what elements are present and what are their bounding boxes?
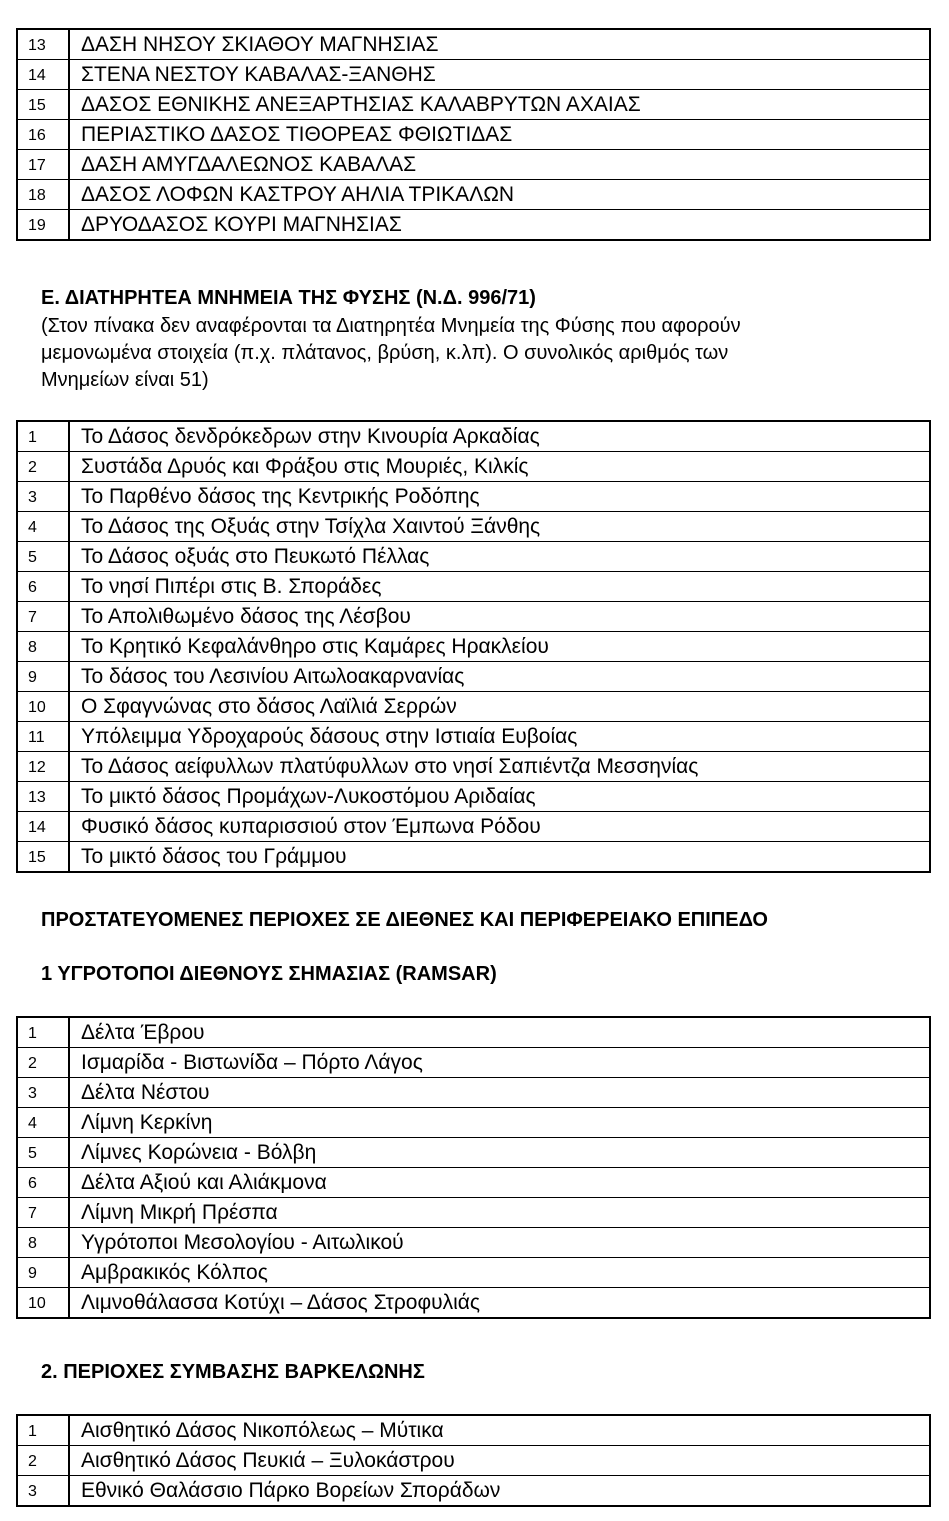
table-body [17, 1017, 930, 1318]
table-row [17, 60, 930, 90]
row-name: Το Δάσος δενδρόκεδρων στην Κινουρία Αρκαδίας [69, 421, 930, 452]
row-name: ΣΤΕΝΑ ΝΕΣΤΟΥ ΚΑΒΑΛΑΣ-ΞΑΝΘΗΣ [69, 60, 930, 90]
table-row [17, 542, 930, 572]
row-name: Δέλτα Νέστου [69, 1078, 930, 1108]
row-number: 19 [17, 210, 69, 241]
table-row [17, 782, 930, 812]
row-number: 12 [17, 752, 69, 782]
table-row [17, 632, 930, 662]
table-row [17, 90, 930, 120]
row-number: 18 [17, 180, 69, 210]
table-row [17, 842, 930, 873]
row-name: Αισθητικό Δάσος Πευκιά – Ξυλοκάστρου [69, 1446, 930, 1476]
note-line: μεμονωμένα στοιχεία (π.χ. πλάτανος, βρύση, κ.λπ). Ο συνολικός αριθμός των [41, 342, 729, 364]
note-line: (Στον πίνακα δεν αναφέρονται τα Διατηρητέα Μνημεία της Φύσης που αφορούν [41, 315, 741, 337]
row-name: ΔΑΣΗ ΝΗΣΟΥ ΣΚΙΑΘΟΥ ΜΑΓΝΗΣΙΑΣ [69, 29, 930, 60]
row-number: 1 [17, 421, 69, 452]
row-number: 6 [17, 1168, 69, 1198]
row-name: Ισμαρίδα - Βιστωνίδα – Πόρτο Λάγος [69, 1048, 930, 1078]
table-row [17, 1446, 930, 1476]
row-number: 8 [17, 1228, 69, 1258]
row-name: Υγρότοποι Μεσολογίου - Αιτωλικού [69, 1228, 930, 1258]
row-number: 8 [17, 632, 69, 662]
table-row [17, 812, 930, 842]
row-number: 2 [17, 452, 69, 482]
section-e-heading: Ε. ΔΙΑΤΗΡΗΤΕΑ ΜΝΗΜΕΙΑ ΤΗΣ ΦΥΣΗΣ (Ν.Δ. 996/71) [41, 287, 536, 309]
row-name: Το Απολιθωμένο δάσος της Λέσβου [69, 602, 930, 632]
row-number: 16 [17, 120, 69, 150]
table-row [17, 180, 930, 210]
table-row [17, 1476, 930, 1507]
row-number: 3 [17, 1476, 69, 1507]
row-name: Το Δάσος της Οξυάς στην Τσίχλα Χαιντού Ξάνθης [69, 512, 930, 542]
row-number: 4 [17, 1108, 69, 1138]
note-line: Μνημείων είναι 51) [41, 369, 209, 391]
table-row [17, 752, 930, 782]
row-number: 13 [17, 29, 69, 60]
row-name: Το Κρητικό Κεφαλάνθηρο στις Καμάρες Ηρακλείου [69, 632, 930, 662]
barcelona-heading: 2. ΠΕΡΙΟΧΕΣ ΣΥΜΒΑΣΗΣ ΒΑΡΚΕΛΩΝΗΣ [41, 1361, 425, 1383]
row-number: 1 [17, 1415, 69, 1446]
row-name: Το δάσος του Λεσινίου Αιτωλοακαρνανίας [69, 662, 930, 692]
row-name: Συστάδα Δρυός και Φράξου στις Μουριές, Κιλκίς [69, 452, 930, 482]
row-number: 11 [17, 722, 69, 752]
row-number: 14 [17, 812, 69, 842]
row-number: 4 [17, 512, 69, 542]
table-row [17, 722, 930, 752]
table-row [17, 421, 930, 452]
row-name: Το Παρθένο δάσος της Κεντρικής Ροδόπης [69, 482, 930, 512]
row-number: 6 [17, 572, 69, 602]
row-name: Λιμνοθάλασσα Κοτύχι – Δάσος Στροφυλιάς [69, 1288, 930, 1319]
row-name: Αισθητικό Δάσος Νικοπόλεως – Μύτικα [69, 1415, 930, 1446]
table-row [17, 29, 930, 60]
table-barcelona-areas [16, 1414, 931, 1507]
row-name: Δέλτα Έβρου [69, 1017, 930, 1048]
row-number: 1 [17, 1017, 69, 1048]
table-national-forests [16, 28, 931, 241]
row-name: ΔΑΣΟΣ ΛΟΦΩΝ ΚΑΣΤΡΟΥ ΑΗΛΙΑ ΤΡΙΚΑΛΩΝ [69, 180, 930, 210]
protected-areas-heading: ΠΡΟΣΤΑΤΕΥΟΜΕΝΕΣ ΠΕΡΙΟΧΕΣ ΣΕ ΔΙΕΘΝΕΣ ΚΑΙ ΠΕΡΙΦΕΡΕΙΑΚΟ ΕΠΙΠΕΔΟ [41, 909, 768, 931]
row-number: 3 [17, 482, 69, 512]
row-name: Το μικτό δάσος του Γράμμου [69, 842, 930, 873]
row-name: Φυσικό δάσος κυπαρισσιού στον Έμπωνα Ρόδου [69, 812, 930, 842]
row-name: Υπόλειμμα Υδροχαρούς δάσους στην Ιστιαία Ευβοίας [69, 722, 930, 752]
table-row [17, 1288, 930, 1319]
row-name: Το μικτό δάσος Προμάχων-Λυκοστόμου Αριδαίας [69, 782, 930, 812]
row-name: ΠΕΡΙΑΣΤΙΚΟ ΔΑΣΟΣ ΤΙΘΟΡΕΑΣ ΦΘΙΩΤΙΔΑΣ [69, 120, 930, 150]
row-number: 15 [17, 842, 69, 873]
table-row [17, 512, 930, 542]
table-body [17, 29, 930, 240]
table-row [17, 662, 930, 692]
table-row [17, 1108, 930, 1138]
table-row [17, 1228, 930, 1258]
row-number: 3 [17, 1078, 69, 1108]
row-number: 2 [17, 1446, 69, 1476]
ramsar-heading: 1 ΥΓΡΟΤΟΠΟΙ ΔΙΕΘΝΟΥΣ ΣΗΜΑΣΙΑΣ (RAMSAR) [41, 963, 497, 985]
row-name: Το Δάσος οξυάς στο Πευκωτό Πέλλας [69, 542, 930, 572]
row-name: Το νησί Πιπέρι στις Β. Σποράδες [69, 572, 930, 602]
table-row [17, 572, 930, 602]
table-ramsar-wetlands [16, 1016, 931, 1319]
row-number: 7 [17, 602, 69, 632]
row-name: Αμβρακικός Κόλπος [69, 1258, 930, 1288]
row-number: 14 [17, 60, 69, 90]
table-row [17, 150, 930, 180]
row-number: 5 [17, 1138, 69, 1168]
table-row [17, 1198, 930, 1228]
table-row [17, 120, 930, 150]
table-body [17, 1415, 930, 1506]
table-row [17, 692, 930, 722]
table-row [17, 1078, 930, 1108]
row-name: Λίμνη Κερκίνη [69, 1108, 930, 1138]
table-row [17, 482, 930, 512]
row-name: Το Δάσος αείφυλλων πλατύφυλλων στο νησί Σαπιέντζα Μεσσηνίας [69, 752, 930, 782]
row-name: Λίμνη Μικρή Πρέσπα [69, 1198, 930, 1228]
table-natural-monuments [16, 420, 931, 873]
table-row [17, 452, 930, 482]
row-number: 10 [17, 1288, 69, 1319]
row-number: 9 [17, 662, 69, 692]
table-body [17, 421, 930, 872]
row-number: 7 [17, 1198, 69, 1228]
row-name: Λίμνες Κορώνεια - Βόλβη [69, 1138, 930, 1168]
row-number: 2 [17, 1048, 69, 1078]
table-row [17, 1258, 930, 1288]
row-number: 10 [17, 692, 69, 722]
row-number: 9 [17, 1258, 69, 1288]
table-row [17, 1138, 930, 1168]
row-name: Εθνικό Θαλάσσιο Πάρκο Βορείων Σποράδων [69, 1476, 930, 1507]
table-row [17, 1168, 930, 1198]
table-row [17, 210, 930, 241]
row-name: Δέλτα Αξιού και Αλιάκμονα [69, 1168, 930, 1198]
section-e-note [41, 313, 901, 394]
table-row [17, 602, 930, 632]
row-number: 13 [17, 782, 69, 812]
table-row [17, 1415, 930, 1446]
row-number: 5 [17, 542, 69, 572]
row-name: Ο Σφαγνώνας στο δάσος Λαϊλιά Σερρών [69, 692, 930, 722]
row-name: ΔΑΣΗ ΑΜΥΓΔΑΛΕΩΝΟΣ ΚΑΒΑΛΑΣ [69, 150, 930, 180]
table-row [17, 1048, 930, 1078]
row-name: ΔΡΥΟΔΑΣΟΣ ΚΟΥΡΙ ΜΑΓΝΗΣΙΑΣ [69, 210, 930, 241]
table-row [17, 1017, 930, 1048]
row-name: ΔΑΣΟΣ ΕΘΝΙΚΗΣ ΑΝΕΞΑΡΤΗΣΙΑΣ ΚΑΛΑΒΡΥΤΩΝ ΑΧΑΙΑΣ [69, 90, 930, 120]
row-number: 15 [17, 90, 69, 120]
row-number: 17 [17, 150, 69, 180]
